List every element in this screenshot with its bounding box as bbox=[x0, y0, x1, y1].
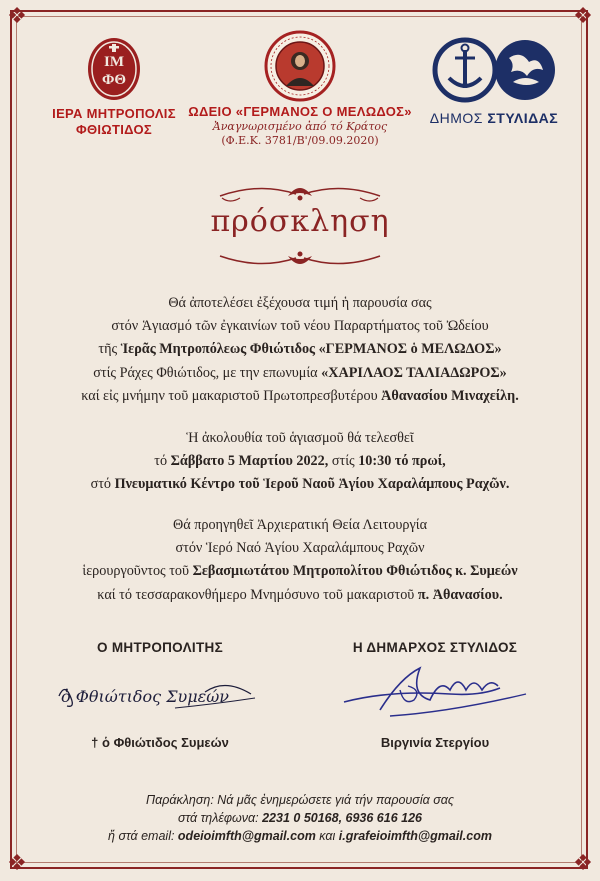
paragraph-line bbox=[30, 338, 570, 361]
conservatory-seal-icon bbox=[264, 30, 336, 102]
corner-ornament-icon: ❖ bbox=[7, 851, 27, 876]
paragraph-line bbox=[30, 362, 570, 385]
mayor-signature-icon bbox=[330, 660, 550, 730]
paragraph-line: στόν Ἱερό Ναό Ἁγίου Χαραλάμπους Ραχῶν bbox=[175, 540, 425, 557]
metropolis-emblem-icon bbox=[86, 36, 142, 102]
svg-text:ΦΘ: ΦΘ bbox=[101, 72, 127, 88]
conservatory-logo bbox=[180, 30, 420, 148]
text-span: στό bbox=[90, 476, 115, 493]
memorial-name: Ἀθανασίου Μιναχείλη. bbox=[381, 387, 519, 404]
text-span: καί τό τεσσαρακονθήμερο Μνημόσυνο τοῦ μακαριστοῦ bbox=[97, 586, 418, 603]
municipality-name-prefix: ΔΗΜΟΣ bbox=[429, 110, 483, 126]
paragraph-line: Ἡ ἀκολουθία τοῦ ἁγιασμοῦ θά τελεσθεῖ bbox=[186, 430, 414, 446]
text-span: τῆς bbox=[98, 341, 121, 358]
corner-ornament-icon: ❖ bbox=[573, 4, 593, 29]
paragraph-line bbox=[30, 560, 570, 583]
conservatory-gazette: (Φ.Ε.Κ. 3781/Β'/09.09.2020) bbox=[221, 134, 379, 147]
rsvp-footer bbox=[30, 791, 570, 845]
event-time: 10:30 τό πρωί, bbox=[358, 453, 446, 470]
conservatory-name: ΩΔΕΙΟ «ΓΕΡΜΑΝΟΣ Ο ΜΕΛΩΔΟΣ» bbox=[188, 104, 412, 119]
metropolitan-signature-icon bbox=[55, 668, 265, 728]
paragraph-line: Θά ἀποτελέσει ἐξέχουσα τιμή ἡ παρουσία σας bbox=[168, 295, 432, 311]
invitation-paragraph-1 bbox=[30, 292, 570, 408]
text-span: στίς Ράχες Φθιώτιδος, με την επωνυμία bbox=[93, 364, 322, 381]
rsvp-request: Παράκληση: Νά μᾶς ἐνημερώσετε γιά τήν παρουσία σας bbox=[146, 793, 454, 807]
conservatory-full-name: Ἱερᾶς Μητροπόλεως Φθιώτιδος «ΓΕΡΜΑΝΟΣ ὁ ΜΕΛΩΔΟΣ» bbox=[120, 341, 502, 358]
event-date: Σάββατο 5 Μαρτίου 2022, bbox=[170, 453, 329, 470]
left-signature-heading: Ο ΜΗΤΡΟΠΟΛΙΤΗΣ bbox=[97, 640, 223, 655]
bottom-flourish-icon bbox=[200, 244, 400, 274]
invitation-paragraph-2 bbox=[30, 427, 570, 497]
paragraph-line: Θά προηγηθεῖ Ἀρχιερατική Θεία Λειτουργία bbox=[172, 517, 428, 533]
municipality-anchor-icon bbox=[429, 36, 559, 104]
right-signatory-name: Βιργινία Στεργίου bbox=[380, 735, 490, 750]
corner-ornament-icon: ❖ bbox=[573, 851, 593, 876]
metropolis-name bbox=[44, 106, 184, 138]
metropolis-logo bbox=[44, 30, 184, 138]
text-span: και bbox=[315, 829, 339, 843]
metropolis-name-line2: ΦΘΙΩΤΙΔΟΣ bbox=[76, 122, 152, 137]
rsvp-emails-line bbox=[30, 827, 570, 845]
svg-text:ὁ Φθιώτιδος Συμεών: ὁ Φθιώτιδος Συμεών bbox=[61, 687, 230, 706]
text-span: ἤ στά email: bbox=[108, 829, 178, 843]
left-signatory-name: † ὁ Φθιώτιδος Συμεών bbox=[91, 735, 229, 750]
municipality-logo bbox=[418, 30, 570, 126]
metropolitan-title: Σεβασμιωτάτου Μητροπολίτου Φθιώτιδος κ. Συμεών bbox=[192, 563, 518, 580]
metropolis-name-line1: ΙΕΡΑ ΜΗΤΡΟΠΟΛΙΣ bbox=[52, 106, 176, 121]
right-signature-heading: Η ΔΗΜΑΡΧΟΣ ΣΤΥΛΙΔΟΣ bbox=[352, 640, 518, 655]
memorial-short-name: π. Ἀθανασίου. bbox=[417, 586, 503, 603]
text-span: στίς bbox=[328, 453, 359, 470]
header-logos bbox=[30, 30, 570, 170]
municipality-name-main: ΣΤΥΛΙΔΑΣ bbox=[487, 110, 559, 126]
svg-text:ΙΜ: ΙΜ bbox=[104, 54, 124, 70]
paragraph-line: στόν Ἁγιασμό τῶν ἐγκαινίων τοῦ νέου Παραρτήματος τοῦ Ὠδείου bbox=[111, 318, 489, 335]
phone-numbers: 2231 0 50168, 6936 616 126 bbox=[262, 811, 422, 825]
text-span: καί εἰς μνήμην τοῦ μακαριστοῦ Πρωτοπρεσβυτέρου bbox=[81, 387, 382, 404]
paragraph-line bbox=[30, 450, 570, 473]
email-link[interactable]: i.grafeioimfth@gmail.com bbox=[338, 829, 492, 843]
corner-ornament-icon: ❖ bbox=[7, 4, 27, 29]
municipality-name bbox=[418, 110, 570, 126]
paragraph-line bbox=[30, 385, 570, 408]
branch-name: «ΧΑΡΙΛΑΟΣ ΤΑΛΙΑΔΩΡΟΣ» bbox=[321, 364, 507, 381]
text-span: στά τηλέφωνα: bbox=[177, 811, 263, 825]
text-span: τό bbox=[154, 453, 171, 470]
event-venue: Πνευματικό Κέντρο τοῦ Ἱεροῦ Ναοῦ Ἁγίου Χαραλάμπους Ραχῶν. bbox=[114, 476, 510, 493]
email-link[interactable]: odeioimfth@gmail.com bbox=[177, 829, 316, 843]
conservatory-recognition: Ἀναγνωρισμένο ἀπό τό Κράτος bbox=[212, 120, 388, 133]
invitation-paragraph-3 bbox=[30, 514, 570, 607]
paragraph-line bbox=[30, 473, 570, 496]
text-span: ἱερουργοῦντος τοῦ bbox=[82, 563, 193, 580]
rsvp-phones-line bbox=[30, 809, 570, 827]
invitation-title: πρόσκληση bbox=[210, 204, 390, 239]
paragraph-line bbox=[30, 584, 570, 607]
